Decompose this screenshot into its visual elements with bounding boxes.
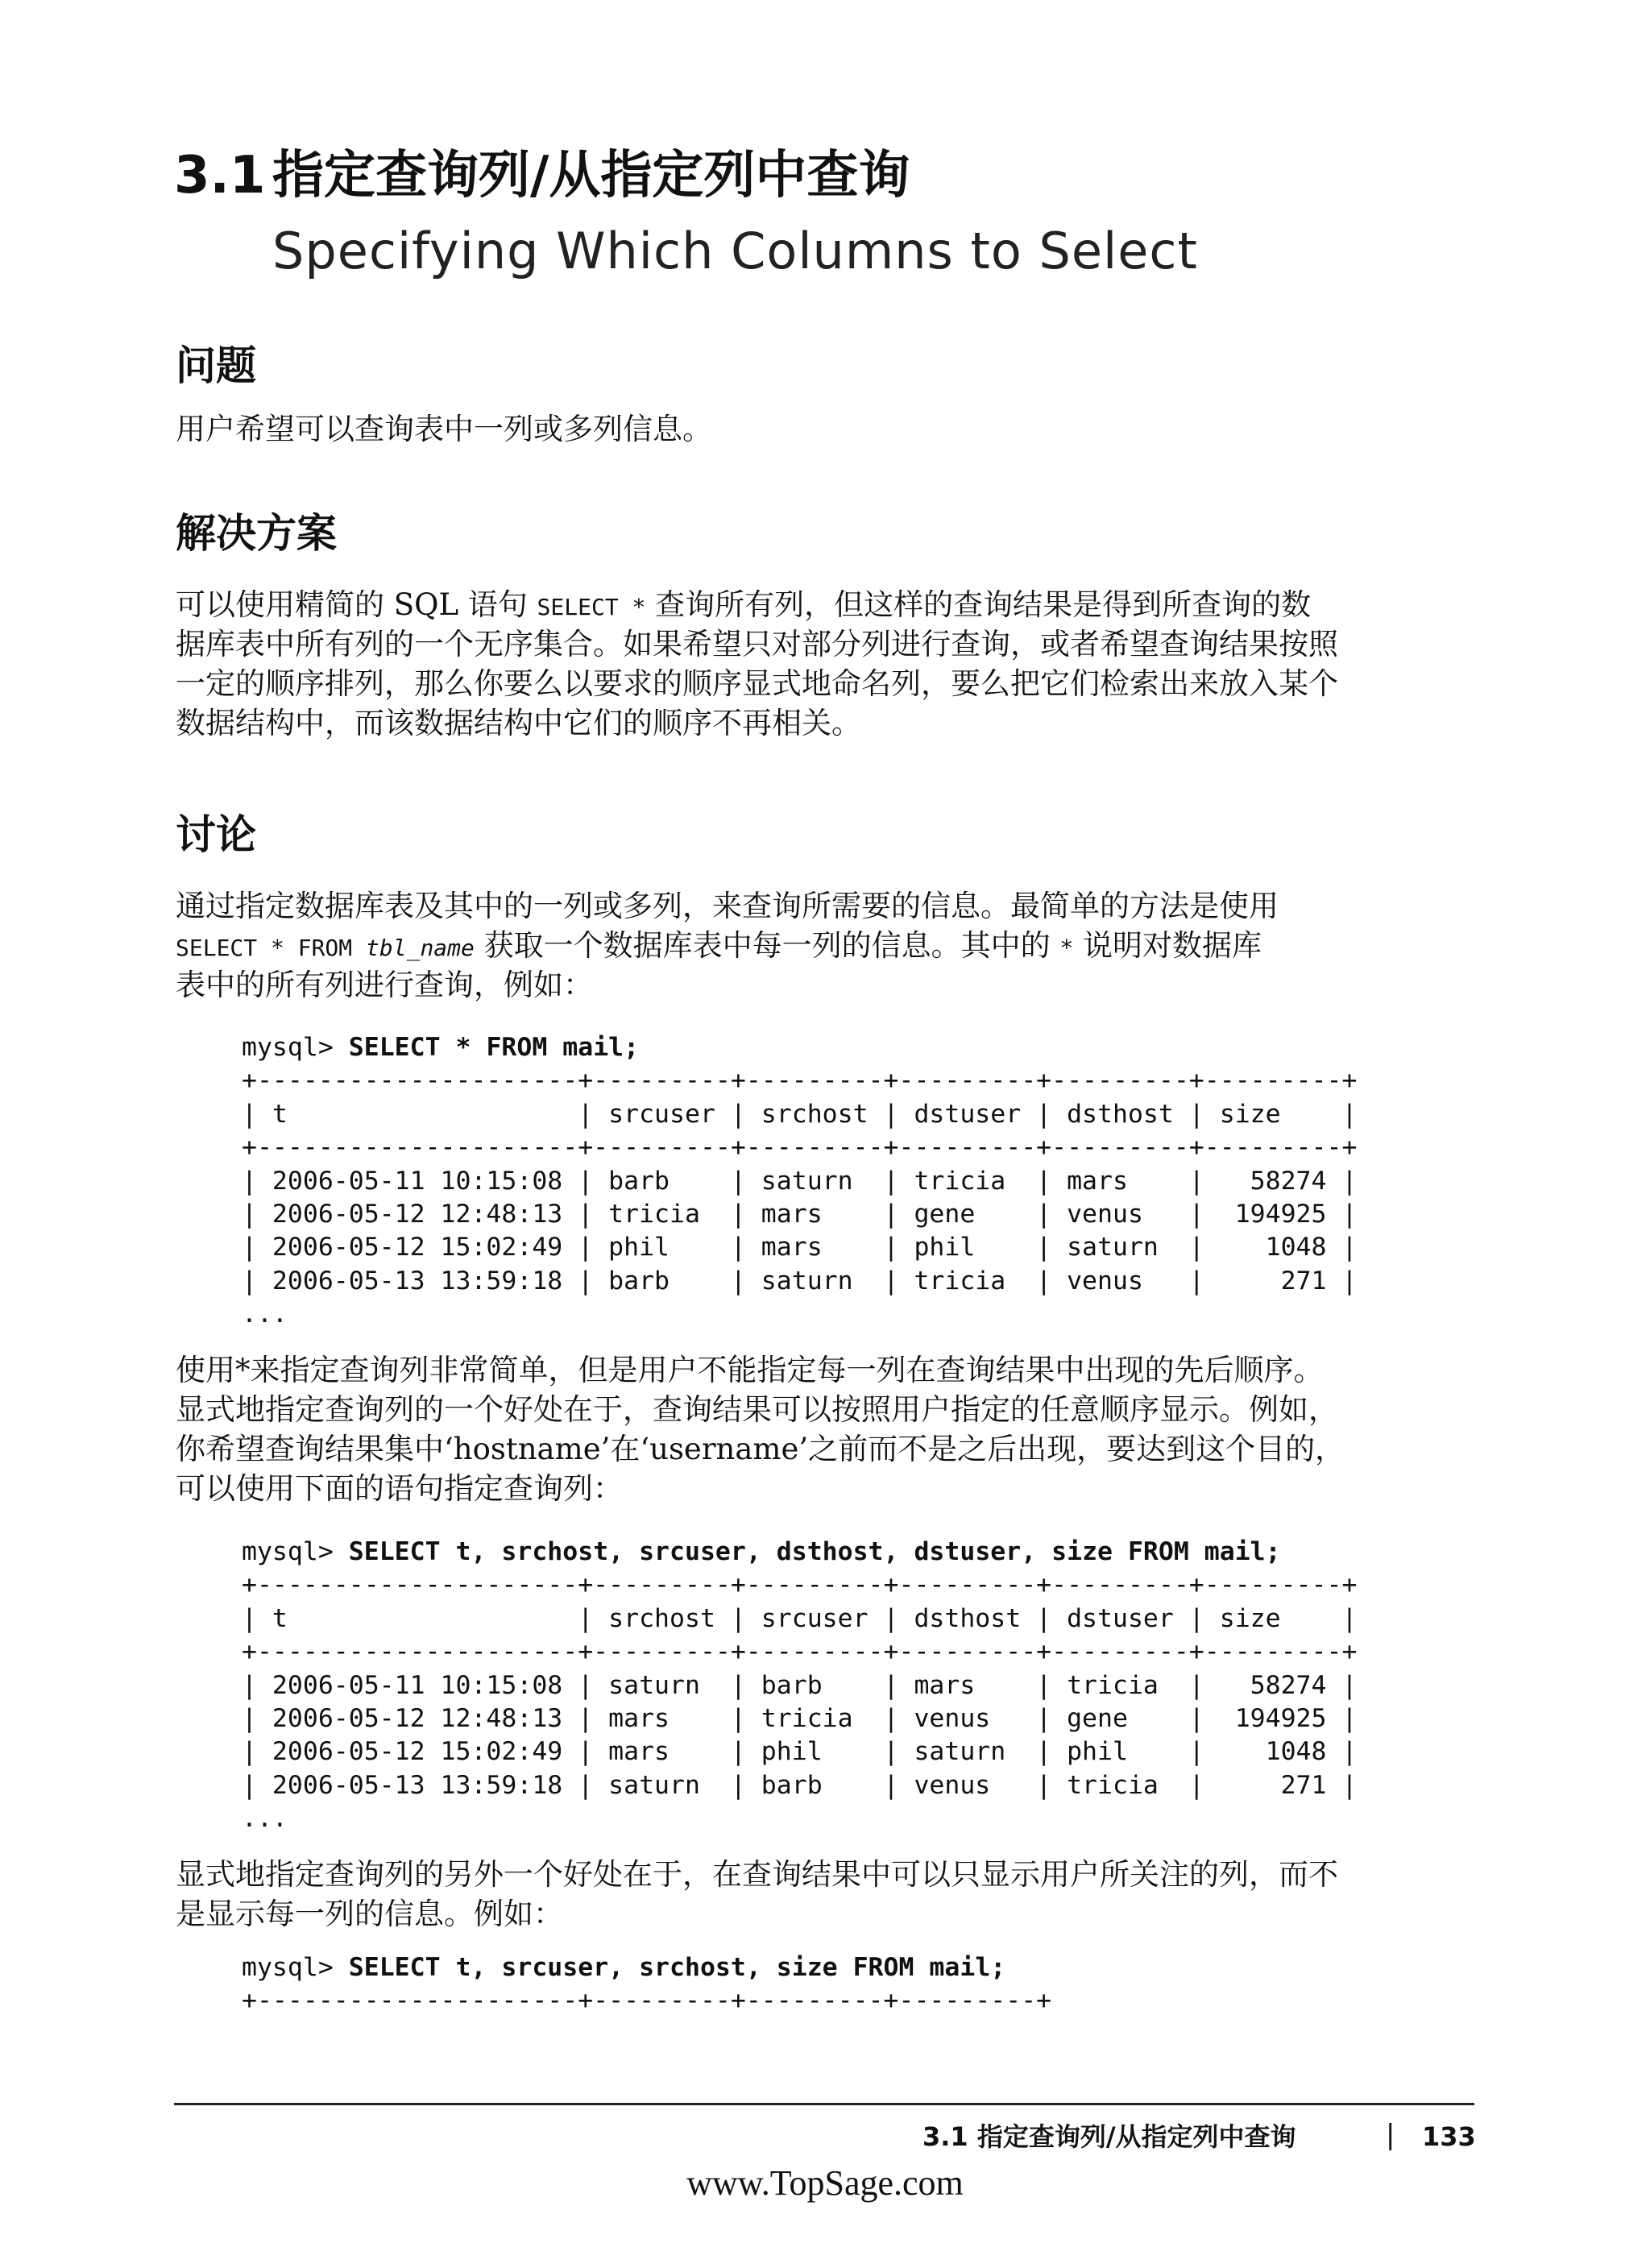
footer-separator: | [1386,2119,1395,2151]
table-header: | t | srchost | srcuser | dsthost | dstuser | size | [242,1603,1358,1633]
discussion-paragraph-2 [176,1350,1465,1508]
section-number: 3.1 [174,146,266,205]
page-number: 133 [1422,2121,1476,2152]
discussion-p3-line: 显式地指定查询列的另外一个好处在于，在查询结果中可以只显示用户所关注的列，而不 [176,1857,1338,1892]
command-line [242,1031,1357,1064]
table-row: | 2006-05-12 12:48:13 | mars | tricia | venus | gene | 194925 | [242,1703,1358,1733]
solution-paragraph [176,585,1465,743]
solution-line-3: 一定的顺序排列，那么你要么以要求的顺序显式地命名列，要么把它们检索出来放入某个 [176,666,1338,701]
table-border: +---------------------+---------+---------+---------+---------+---------+ [242,1570,1358,1600]
problem-text [176,409,1465,449]
discussion-line-3: 表中的所有列进行查询，例如： [176,968,593,1002]
solution-line-4: 数据结构中，而该数据结构中它们的顺序不再相关。 [176,706,861,740]
table-border: +---------------------+---------+---------+---------+---------+---------+ [242,1133,1358,1163]
table-row: | 2006-05-13 13:59:18 | barb | saturn | tricia | venus | 271 | [242,1266,1358,1296]
discussion-p2-line: 使用*来指定查询列非常简单，但是用户不能指定每一列在查询结果中出现的先后顺序。 [176,1353,1324,1387]
table-header: | t | srcuser | srchost | dstuser | dsthost | size | [242,1099,1358,1129]
sql-command: SELECT t, srchost, srcuser, dsthost, dstuser, size FROM mail; [348,1537,1281,1566]
table-border: +---------------------+---------+---------+---------+---------+---------+ [242,1637,1358,1667]
prompt: mysql> [242,1033,349,1062]
solution-text: 可以使用精简的 SQL 语句 [176,587,537,622]
discussion-p3-line: 是显示每一列的信息。例如： [176,1897,563,1931]
table-row: | 2006-05-12 15:02:49 | phil | mars | phil | saturn | 1048 | [242,1233,1358,1263]
table-row: | 2006-05-13 13:59:18 | saturn | barb | venus | tricia | 271 | [242,1770,1358,1800]
table-row: | 2006-05-11 10:15:08 | barb | saturn | tricia | mars | 58274 | [242,1166,1358,1196]
footer-rule [174,2103,1474,2105]
code-example-1 [242,1031,1357,1332]
discussion-p2-line: 显式地指定查询列的一个好处在于，查询结果可以按照用户指定的任意顺序显示。例如， [176,1392,1338,1427]
discussion-p2-line: 你希望查询结果集中‘hostname’在‘username’之前而不是之后出现，要达到这个目的， [176,1432,1345,1466]
inline-code-italic: tbl_name [366,935,475,961]
solution-line-1 [176,585,1465,624]
table-row: | 2006-05-11 10:15:08 | saturn | barb | mars | tricia | 58274 | [242,1670,1358,1700]
discussion-text: 获取一个数据库表中每一列的信息。其中的 [474,928,1060,963]
command-line [242,1951,1051,1984]
solution-text: 查询所有列，但这样的查询结果是得到所查询的数 [645,587,1312,622]
inline-code: SELECT * FROM [176,935,367,961]
discussion-p2-line: 可以使用下面的语句指定查询列： [176,1471,623,1506]
table-border: +---------------------+---------+---------+---------+ [242,1986,1052,2016]
ellipsis: ... [242,1804,288,1834]
problem-heading: 问题 [176,342,256,389]
code-example-3 [242,1951,1051,2018]
inline-code: SELECT * [537,594,646,620]
table-border: +---------------------+---------+---------+---------+---------+---------+ [242,1066,1358,1096]
prompt: mysql> [242,1953,349,1982]
table-row: | 2006-05-12 15:02:49 | mars | phil | saturn | phil | 1048 | [242,1737,1358,1767]
website-watermark: www.TopSage.com [686,2163,964,2203]
section-subtitle: Specifying Which Columns to Select [272,222,1198,280]
command-line [242,1536,1357,1569]
discussion-paragraph-1 [176,886,1465,1005]
discussion-line-1: 通过指定数据库表及其中的一列或多列，来查询所需要的信息。最简单的方法是使用 [176,889,1279,923]
problem-line: 用户希望可以查询表中一列或多列信息。 [176,412,712,446]
footer-running-title: 3.1 指定查询列/从指定列中查询 [922,2121,1296,2152]
solution-heading: 解决方案 [176,510,337,557]
table-row: | 2006-05-12 12:48:13 | tricia | mars | gene | venus | 194925 | [242,1199,1358,1229]
ellipsis: ... [242,1300,288,1329]
inline-code: * [1059,935,1074,961]
section-title: 指定查询列/从指定列中查询 [272,146,910,205]
prompt: mysql> [242,1537,349,1566]
sql-command: SELECT * FROM mail; [348,1033,640,1062]
discussion-paragraph-3 [176,1855,1465,1934]
discussion-heading: 讨论 [176,811,256,858]
solution-line-2: 据库表中所有列的一个无序集合。如果希望只对部分列进行查询，或者希望查询结果按照 [176,627,1338,661]
code-example-2 [242,1536,1357,1836]
discussion-text: 说明对数据库 [1073,928,1262,963]
discussion-line-2 [176,926,1465,965]
sql-command: SELECT t, srcuser, srchost, size FROM mail; [348,1953,1006,1982]
